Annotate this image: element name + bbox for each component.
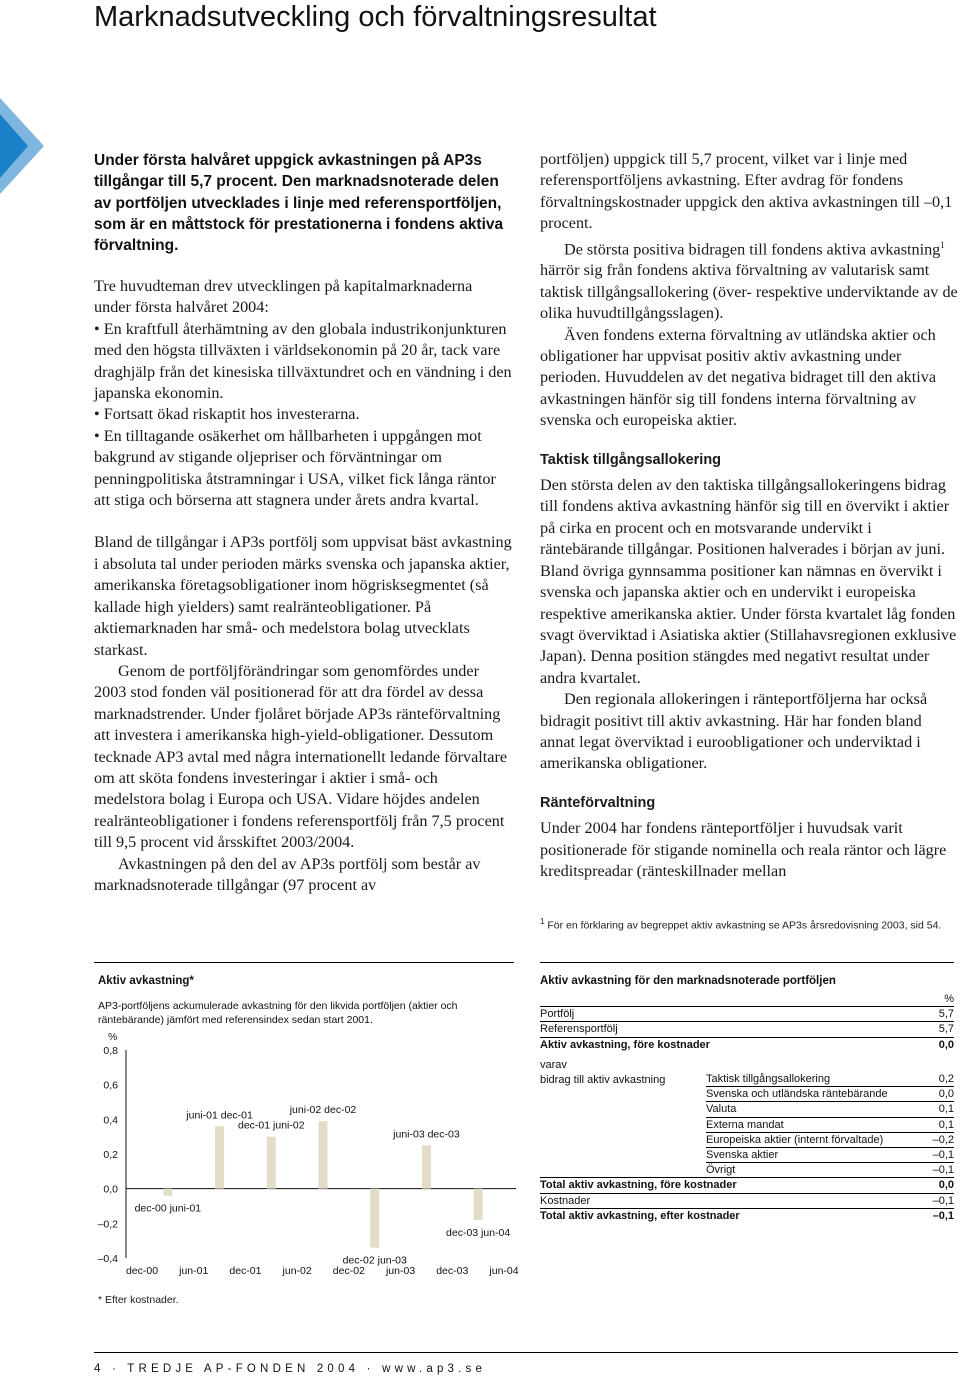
table-top-rule [540, 962, 954, 963]
row-value: 0,0 [928, 1087, 954, 1102]
bullet-item: • En kraftfull återhämtning av den globala industrikonjunkturen med den högsta tillväxten i världsekonomin på 20 år, tack vare draghjälp från det kinesiska tillväxtundret och en vändning i den japanska ekonomin. [94, 319, 512, 405]
row-value: 0,1 [928, 1117, 954, 1132]
footnote-ref: 1 [940, 239, 945, 250]
y-tick-label: 0,6 [103, 1079, 118, 1092]
table-row [540, 1208, 954, 1223]
y-tick-label: 0,8 [103, 1045, 118, 1057]
bar-label: dec-03 jun-04 [446, 1226, 511, 1239]
x-tick-label: jun-02 [282, 1265, 312, 1277]
row-value: 0,2 [938, 1073, 954, 1086]
footer-rule [94, 1352, 958, 1353]
row-label: Valuta [706, 1102, 928, 1117]
left-column [94, 276, 512, 896]
row-label: Total aktiv avkastning, efter kostnader [540, 1208, 928, 1223]
bullet-item: • Fortsatt ökad riskaptit hos investerarna. [94, 404, 512, 425]
body-paragraph: Även fondens externa förvaltning av utländska aktier och obligationer har uppvisat positiv aktiv avkastning under perioden. Huvuddelen av det negativa bidraget till den aktiva avkastningen hänför sig till fondens interna förvaltning av svenska och europeiska aktier. [540, 325, 937, 430]
active-return-table [540, 975, 954, 1223]
row-label: Svenska aktier [706, 1148, 928, 1163]
row-label: Aktiv avkastning, före kostnader [540, 1037, 928, 1052]
row-label: bidrag till aktiv avkastning [540, 1073, 666, 1086]
row-value: 5,7 [928, 1022, 954, 1037]
footnote-text: För en förklaring av begreppet aktiv avkastning se AP3s årsredovisning 2003, sid 54. [544, 919, 942, 932]
row-value: –0,1 [928, 1163, 954, 1178]
body-paragraph: Avkastningen på den del av AP3s portfölj som består av marknadsnoterade tillgångar (97 procent av [94, 854, 481, 894]
body-paragraph: Den största delen av den taktiska tillgångsallokeringens bidrag till fondens aktiva avkastning hänför sig till en övervikt i aktier på cirka en procent och en motsvarande undervikt i räntebärande tillgångar. Positionen halverades i början av juni. Bland övriga gynnsamma positioner kan nämnas en övervikt i svenska och japanska aktier och en undervikt i europeiska respektive amerikanska aktier. Under första kvartalet låg fonden svagt överviktad i Asiatiska aktier (Stillahavsregionen exklusive Japan). Denna position stängdes med negativt resultat under andra kvartalet. [540, 476, 957, 687]
table-row [540, 1102, 954, 1117]
lead-paragraph: Under första halvåret uppgick avkastningen på AP3s tillgångar till 5,7 procent. Den marknadsnoterade delen av portföljen utvecklades i linje med referensportföljen, som är en måttstock för prestationerna i fondens aktiva förvaltning. [94, 152, 504, 255]
right-column [540, 149, 958, 882]
x-tick-label: dec-02 [332, 1265, 365, 1277]
table [540, 992, 954, 1223]
bar [319, 1121, 328, 1189]
table-row [540, 1022, 954, 1037]
row-value: 0,0 [928, 1178, 954, 1193]
chart-top-rule [94, 962, 514, 963]
y-tick-label: 0,0 [103, 1183, 118, 1196]
table-unit: % [944, 993, 954, 1005]
body-paragraph: portföljen) uppgick till 5,7 procent, vilket var i linje med referensportföljens avkastning. Efter avdrag för fondens förvaltningskostnader uppgick den aktiva avkastningen till –0,1 procent. [540, 150, 953, 233]
bar-label: juni-01 dec-01 [186, 1109, 253, 1122]
bar [422, 1145, 431, 1188]
table-row [540, 1163, 954, 1178]
bar-label: dec-01 juni-02 [238, 1119, 305, 1132]
row-value: –0,1 [928, 1208, 954, 1223]
row-value: –0,1 [928, 1148, 954, 1163]
chart-subtitle: AP3-portföljens ackumulerade avkastning för den likvida portföljen (aktier och räntebärande) jämfört med referensindex sedan start 2001. [98, 1000, 458, 1026]
website-link[interactable]: www.ap3.se [382, 1363, 487, 1375]
row-label: Taktisk tillgångsallokering [706, 1073, 831, 1086]
row-label: Kostnader [540, 1193, 928, 1208]
body-paragraph: Den regionala allokeringen i ränteportföljerna har också bidragit positivt till aktiv avkastning. Här har fonden bland annat legat överviktad i euroobligationer och underviktad i amerikanska obligationer. [540, 690, 928, 773]
bar [267, 1137, 276, 1189]
table-row [540, 1148, 954, 1163]
chart-footnote: * Efter kostnader. [98, 1294, 179, 1306]
row-value: –0,1 [928, 1193, 954, 1208]
footer-separator: · [112, 1363, 121, 1375]
y-tick-label: –0,2 [97, 1218, 118, 1231]
body-paragraph: Bland de tillgångar i AP3s portfölj som uppvisat bäst avkastning i absoluta tal under perioden märks svenska och japanska aktier, amerikanska företagsobligationer inom högrisksegmentet (så kallade high yielders) samt realränteobligationer. På aktiemarknaden har små- och medelstora bolag utvecklats starkast. [94, 533, 512, 659]
table-row [540, 1037, 954, 1052]
chart-title: Aktiv avkastning* [98, 975, 194, 987]
row-label: Externa mandat [706, 1117, 928, 1132]
bar-label: dec-02 jun-03 [342, 1254, 407, 1267]
table-row [540, 1132, 954, 1147]
row-label: Övrigt [706, 1163, 928, 1178]
page-number: 4 [94, 1363, 105, 1375]
row-label: Portfölj [540, 1007, 928, 1022]
body-paragraph [540, 235, 958, 325]
x-tick-label: jun-04 [489, 1265, 519, 1277]
active-return-chart [94, 1040, 524, 1285]
table-title: Aktiv avkastning för den marknadsnoterade portföljen [540, 975, 836, 987]
y-tick-label: 0,4 [103, 1114, 118, 1127]
row-label: varav [540, 1058, 567, 1071]
table-row [540, 1058, 954, 1072]
footnote-number: 1 [540, 917, 545, 926]
table-row [540, 1087, 954, 1102]
row-label: Europeiska aktier (internt förvaltade) [706, 1132, 928, 1147]
page-title: Marknadsutveckling och förvaltningsresultat [94, 1, 657, 33]
bar-label: juni-02 dec-02 [289, 1104, 357, 1117]
table-row [540, 1193, 954, 1208]
table-row [540, 1178, 954, 1193]
row-value: 0,1 [928, 1102, 954, 1117]
table-row [540, 1007, 954, 1022]
x-tick-label: dec-03 [436, 1265, 469, 1277]
row-value: 5,7 [928, 1007, 954, 1022]
row-value: –0,2 [928, 1132, 954, 1147]
footer-separator: · [366, 1363, 375, 1375]
y-tick-label: –0,4 [97, 1253, 118, 1265]
bar-label: juni-03 dec-03 [393, 1128, 460, 1141]
section-heading: Taktisk tillgångsallokering [540, 451, 722, 468]
bullet-item: • En tilltagande osäkerhet om hållbarheten i uppgången mot bakgrund av stigande oljepriser och förväntningar om penningpolitiska åtstramningar i USA, vilket fick långa räntor att stiga och börserna att stagnera under årets andra kvartal. [94, 426, 512, 512]
x-tick-label: jun-03 [385, 1265, 416, 1277]
chart-unit-label: % [108, 1031, 118, 1043]
bar [474, 1189, 483, 1220]
page-footer [94, 1363, 486, 1375]
paragraph-text: De största positiva bidragen till fondens aktiva avkastning [564, 240, 941, 259]
row-label: Svenska och utländska räntebärande [706, 1087, 928, 1102]
x-tick-label: jun-01 [179, 1265, 209, 1277]
row-label: Total aktiv avkastning, före kostnader [540, 1178, 928, 1193]
body-paragraph: Genom de portföljförändringar som genomfördes under 2003 stod fonden väl positionerad för att dra fördel av dessa marknadstrender. Under fjolåret började AP3s ränteförvaltning att investera i amerikanska high-yield-obligationer. Dessutom tecknade AP3 avtal med några internationellt ledande förvaltare om att sköta fondens investeringar i aktier i små- och medelstora bolag i Europa och USA. Vidare höjdes andelen realränteobligationer i fondens referensportfölj från 7,5 procent till 9,5 procent vid årsskiftet 2003/2004. [94, 661, 508, 852]
row-label: Referensportfölj [540, 1022, 928, 1037]
table-row [540, 1072, 954, 1087]
section-heading: Ränteförvaltning [540, 794, 656, 811]
row-value: 0,0 [928, 1037, 954, 1052]
y-tick-label: 0,2 [103, 1149, 118, 1161]
table-row [540, 1117, 954, 1132]
paragraph-text: härrör sig från fondens aktiva förvaltning av valutarisk samt taktisk tillgångsallokering (över- respektive underviktande av de olika huvudtillgångsslagen). [540, 261, 958, 323]
bar-label: dec-00 juni-01 [134, 1202, 202, 1215]
body-paragraph: Under 2004 har fondens ränteportföljer i huvudsak varit positionerade för stigande nominella och reala räntor och lägre kreditspreadar (ränteskillnader mellan [540, 819, 947, 880]
footnote [540, 917, 958, 932]
bar [215, 1126, 224, 1188]
publication-name: TREDJE AP-FONDEN 2004 [127, 1363, 360, 1375]
section-arrow-marker [0, 96, 46, 196]
table-row [540, 992, 954, 1007]
bar [370, 1189, 379, 1248]
intro-paragraph: Tre huvudteman drev utvecklingen på kapitalmarknaderna under första halvåret 2004: [94, 277, 473, 317]
bar [163, 1189, 172, 1196]
x-tick-label: dec-01 [229, 1265, 262, 1277]
x-tick-label: dec-00 [125, 1265, 159, 1277]
